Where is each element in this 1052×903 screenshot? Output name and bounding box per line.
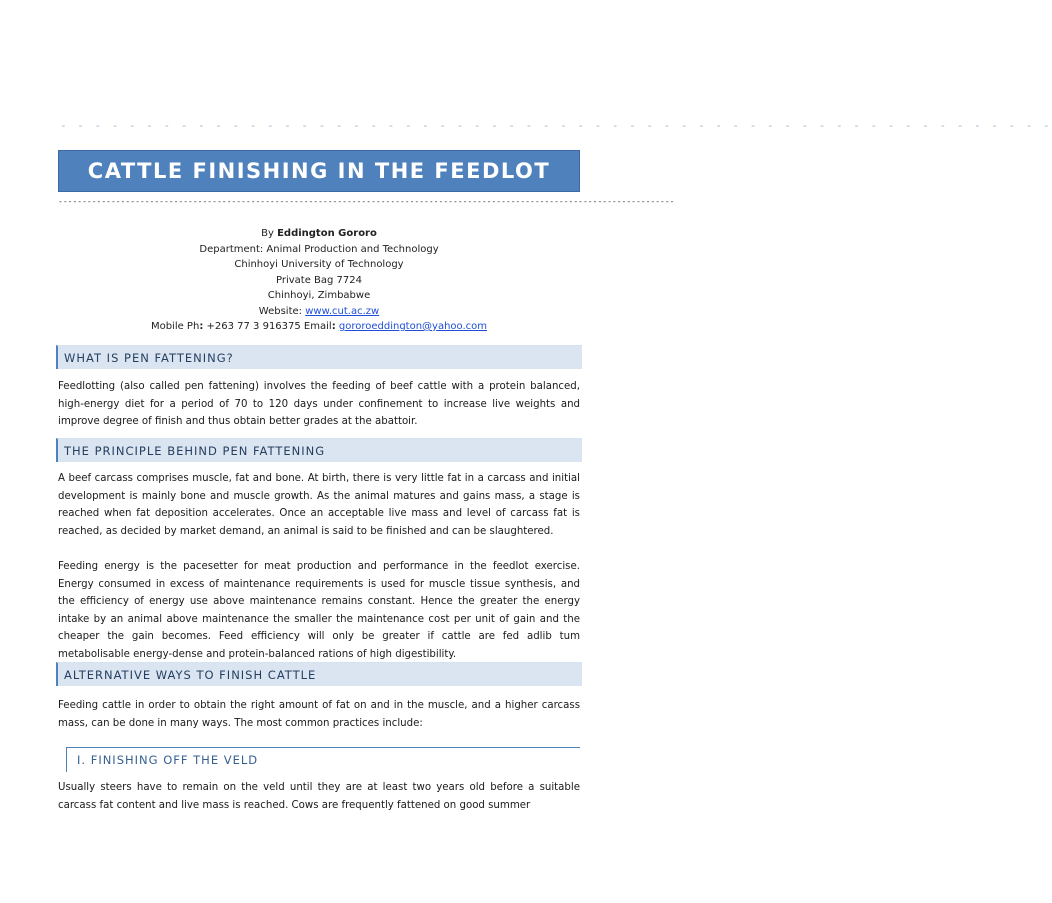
- author-address-line2: Chinhoyi, Zimbabwe: [267, 290, 371, 301]
- author-university: Chinhoyi University of Technology: [234, 259, 404, 270]
- paragraph-feeding-energy: Feeding energy is the pacesetter for meat production and performance in the feedlot exercise. Energy consumed in excess of maintenance requirements is used for muscle tissue synthesis, and the efficiency of energy use above maintenance remains constant. Hence the greater the energy intake by an animal above maintenance the smaller the maintenance cost per unit of gain and the cheaper the gain becomes. Feed efficiency will only be greater if cattle are fed adlib tum metabolisable energy-dense and protein-balanced rations of high digestibility.: [58, 561, 580, 660]
- author-website-line: Website: www.cut.ac.zw: [258, 305, 380, 317]
- author-department: Department: Animal Production and Technology: [199, 243, 439, 255]
- section-heading-principle: THE PRINCIPLE BEHIND PEN FATTENING: [56, 438, 582, 462]
- website-link[interactable]: www.cut.ac.zw: [305, 305, 380, 317]
- author-address-line1: Private Bag 7724: [275, 274, 362, 286]
- dashed-separator: --------------------------------------------------------------------------------------------------------------------------------: [58, 197, 675, 206]
- paragraph-pen-fattening-definition: Feedlotting (also called pen fattening) involves the feeding of beef cattle with a protein balanced, high-energy diet for a period of 70 to 120 days under confinement to increase live weights and improve degree of finish and thus obtain better grades at the abattoir.: [58, 381, 580, 428]
- paragraph-veld-finishing: Usually steers have to remain on the veld until they are at least two years old before a suitable carcass fat content and live mass is reached. Cows are frequently fattened on good summer: [58, 782, 580, 811]
- paragraph-carcass-composition: A beef carcass comprises muscle, fat and bone. At birth, there is very little fat in a carcass and initial development is mainly bone and muscle growth. As the animal matures and gains mass, a stage is reached when fat deposition accelerates. Once an acceptable live mass and level of carcass fat is reached, as decided by market demand, an animal is said to be finished and can be slaughtered.: [58, 473, 580, 537]
- title-banner: [58, 150, 580, 192]
- author-contact-line: Mobile Ph: +263 77 3 916375 Email: gororoeddington@yahoo.com: [150, 321, 488, 332]
- paragraph-common-practices: Feeding cattle in order to obtain the right amount of fat on and in the muscle, and a higher carcass mass, can be done in many ways. The most common practices include:: [58, 700, 580, 729]
- author-block: [58, 226, 580, 335]
- section-heading-what-is-pen-fattening: WHAT IS PEN FATTENING?: [56, 345, 582, 369]
- byline: By Eddington Gororo: [261, 228, 377, 239]
- email-link[interactable]: gororoeddington@yahoo.com: [338, 321, 488, 332]
- document-title: CATTLE FINISHING IN THE FEEDLOT: [87, 159, 551, 183]
- author-name: Eddington Gororo: [277, 228, 377, 239]
- decorative-dash-line: - - - - - - - - - - - - - - - - - - - - - - - - - - - - - - - - - - - - - - - - - - - - - - - - - - - - - - - - - -: [60, 119, 1052, 132]
- section-heading-alternative-ways: ALTERNATIVE WAYS TO FINISH CATTLE: [56, 662, 582, 686]
- subsection-heading-finishing-off-veld: I. FINISHING OFF THE VELD: [66, 747, 580, 772]
